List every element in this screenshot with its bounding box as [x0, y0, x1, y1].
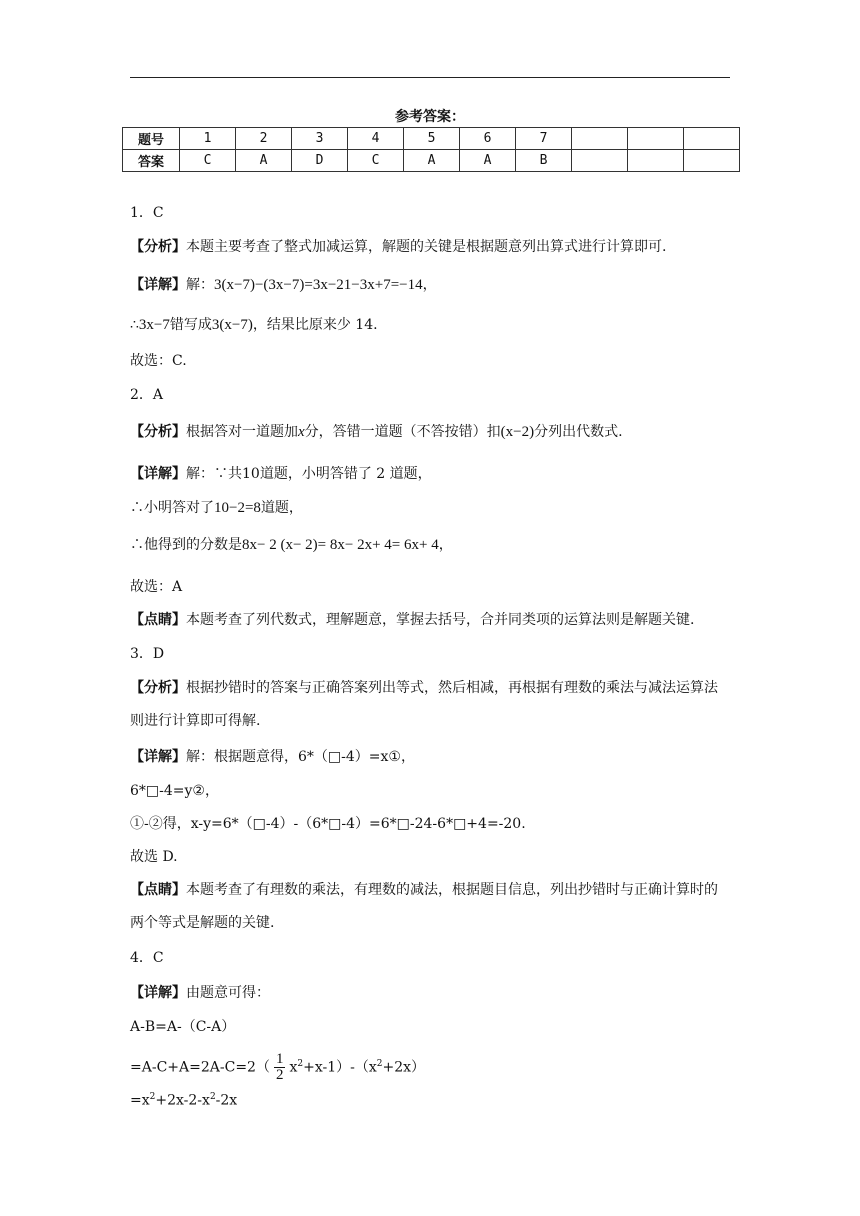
q3-line2: 6*□-4=y②，: [130, 783, 219, 799]
text: -2x: [215, 1092, 238, 1109]
formula: (x−2): [500, 424, 535, 440]
q4-heading: 4．C: [130, 950, 164, 966]
q1-line2: [130, 316, 378, 334]
table-cell: C: [180, 150, 236, 172]
formula: 10−2=8: [214, 500, 261, 516]
row-label-number: 题号: [123, 128, 180, 150]
q3-heading: 3．D: [130, 646, 165, 662]
q4-detail: [130, 984, 270, 1002]
formula: 3x−7: [138, 317, 170, 333]
q4-line3: [130, 1088, 237, 1110]
q1-detail: [130, 276, 437, 294]
text: ∴小明答对了: [130, 500, 214, 516]
q2-analysis: [130, 423, 623, 441]
table-cell: 2: [236, 128, 292, 150]
detail-tag: 【详解】: [130, 466, 186, 482]
q1-conclusion: 故选：C.: [130, 353, 187, 369]
analysis-text: 本题主要考查了整式加减运算，解题的关键是根据题意列出算式进行计算即可.: [186, 239, 667, 255]
detail-text: 解：根据题意得，6*（□-4）=x①，: [186, 749, 415, 765]
table-cell: [572, 128, 628, 150]
text: 根据答对一道题加: [186, 424, 298, 440]
variable-x: x: [298, 424, 305, 440]
q3-conclusion: 故选 D.: [130, 849, 178, 865]
fraction-denominator: 2: [275, 1067, 284, 1084]
q3-comment: [130, 874, 730, 940]
table-cell: [628, 128, 684, 150]
analysis-tag: 【分析】: [130, 680, 186, 696]
table-cell: [684, 150, 740, 172]
table-cell: A: [236, 150, 292, 172]
q2-heading: 2．A: [130, 387, 164, 403]
fraction: [274, 1052, 286, 1083]
comment-tag: 【点睛】: [130, 882, 186, 898]
row-label-answer: 答案: [123, 150, 180, 172]
text: 道题，: [260, 500, 303, 516]
text: +2x-2-x: [155, 1092, 210, 1109]
table-cell: 4: [348, 128, 404, 150]
table-cell: A: [404, 150, 460, 172]
analysis-text: 根据抄错时的答案与正确答案列出等式，然后相减，再根据有理数的乘法与减法运算法则进行计算即可得解.: [130, 680, 718, 729]
formula: 3(x−7): [211, 317, 253, 333]
table-cell: 3: [292, 128, 348, 150]
text: 分，答错一道题（不答按错）扣: [304, 424, 501, 440]
q4-line2: [130, 1046, 425, 1086]
text: =x: [130, 1092, 150, 1109]
detail-text: 解：∵共10道题，小明答错了 2 道题，: [186, 466, 432, 482]
comment-tag: 【点睛】: [130, 612, 186, 628]
text: ∴他得到的分数是: [130, 537, 242, 553]
table-cell: [628, 150, 684, 172]
table-row-numbers: [123, 128, 740, 150]
text: +x-1）-（x: [303, 1059, 377, 1076]
detail-suffix: ，: [422, 277, 437, 293]
table-cell: 5: [404, 128, 460, 150]
detail-tag: 【详解】: [130, 985, 186, 1001]
table-cell: A: [460, 150, 516, 172]
comment-text: 本题考查了列代数式，理解题意，掌握去括号，合并同类项的运算法则是解题关键.: [186, 612, 695, 628]
text: ，: [438, 537, 453, 553]
table-cell: 6: [460, 128, 516, 150]
text: ，结果比原来少 14.: [252, 317, 378, 333]
q3-analysis: [130, 672, 730, 738]
table-row-answers: [123, 150, 740, 172]
q2-line3: [130, 536, 453, 554]
answer-table: [122, 127, 740, 172]
table-cell: 1: [180, 128, 236, 150]
table-cell: D: [292, 150, 348, 172]
table-cell: B: [516, 150, 572, 172]
q2-conclusion: 故选：A: [130, 579, 183, 595]
analysis-tag: 【分析】: [130, 239, 186, 255]
formula: 8x− 2 (x− 2)= 8x− 2x+ 4= 6x+ 4: [242, 537, 439, 553]
header-rule: [130, 77, 730, 78]
table-cell: [572, 150, 628, 172]
q3-line3: ①-②得，x-y=6*（□-4）-（6*□-4）=6*□-24-6*□+4=-20.: [130, 816, 526, 832]
exponent: 2: [149, 1092, 156, 1102]
answer-title: 参考答案：: [395, 109, 465, 125]
detail-prefix: 解：: [186, 277, 214, 293]
exponent: 2: [209, 1092, 216, 1102]
text: x: [289, 1059, 298, 1076]
exponent: 2: [297, 1059, 304, 1069]
fraction-numerator: 1: [275, 1051, 284, 1068]
q1-analysis: [130, 238, 666, 256]
comment-text: 本题考查了有理数的乘法，有理数的减法，根据题目信息，列出抄错时与正确计算时的两个等式是解题的关键.: [130, 882, 718, 931]
q4-line1: A-B=A-（C-A）: [130, 1019, 236, 1035]
text: =A-C+A=2A-C=2（: [130, 1059, 270, 1076]
text: 分列出代数式.: [534, 424, 623, 440]
q2-line2: [130, 499, 303, 517]
text: 错写成: [169, 317, 212, 333]
therefore-symbol: ∴: [130, 317, 139, 333]
detail-formula: 3(x−7)−(3x−7)=3x−21−3x+7=−14: [214, 277, 423, 293]
detail-tag: 【详解】: [130, 749, 186, 765]
q2-comment: [130, 611, 694, 629]
table-cell: [684, 128, 740, 150]
table-cell: C: [348, 150, 404, 172]
analysis-tag: 【分析】: [130, 424, 186, 440]
detail-tag: 【详解】: [130, 277, 186, 293]
exponent: 2: [376, 1059, 383, 1069]
q3-detail: [130, 748, 415, 766]
detail-text: 由题意可得：: [186, 985, 270, 1001]
q2-detail: [130, 465, 432, 483]
text: +2x）: [382, 1059, 426, 1076]
q1-heading: 1．C: [130, 205, 164, 221]
table-cell: 7: [516, 128, 572, 150]
